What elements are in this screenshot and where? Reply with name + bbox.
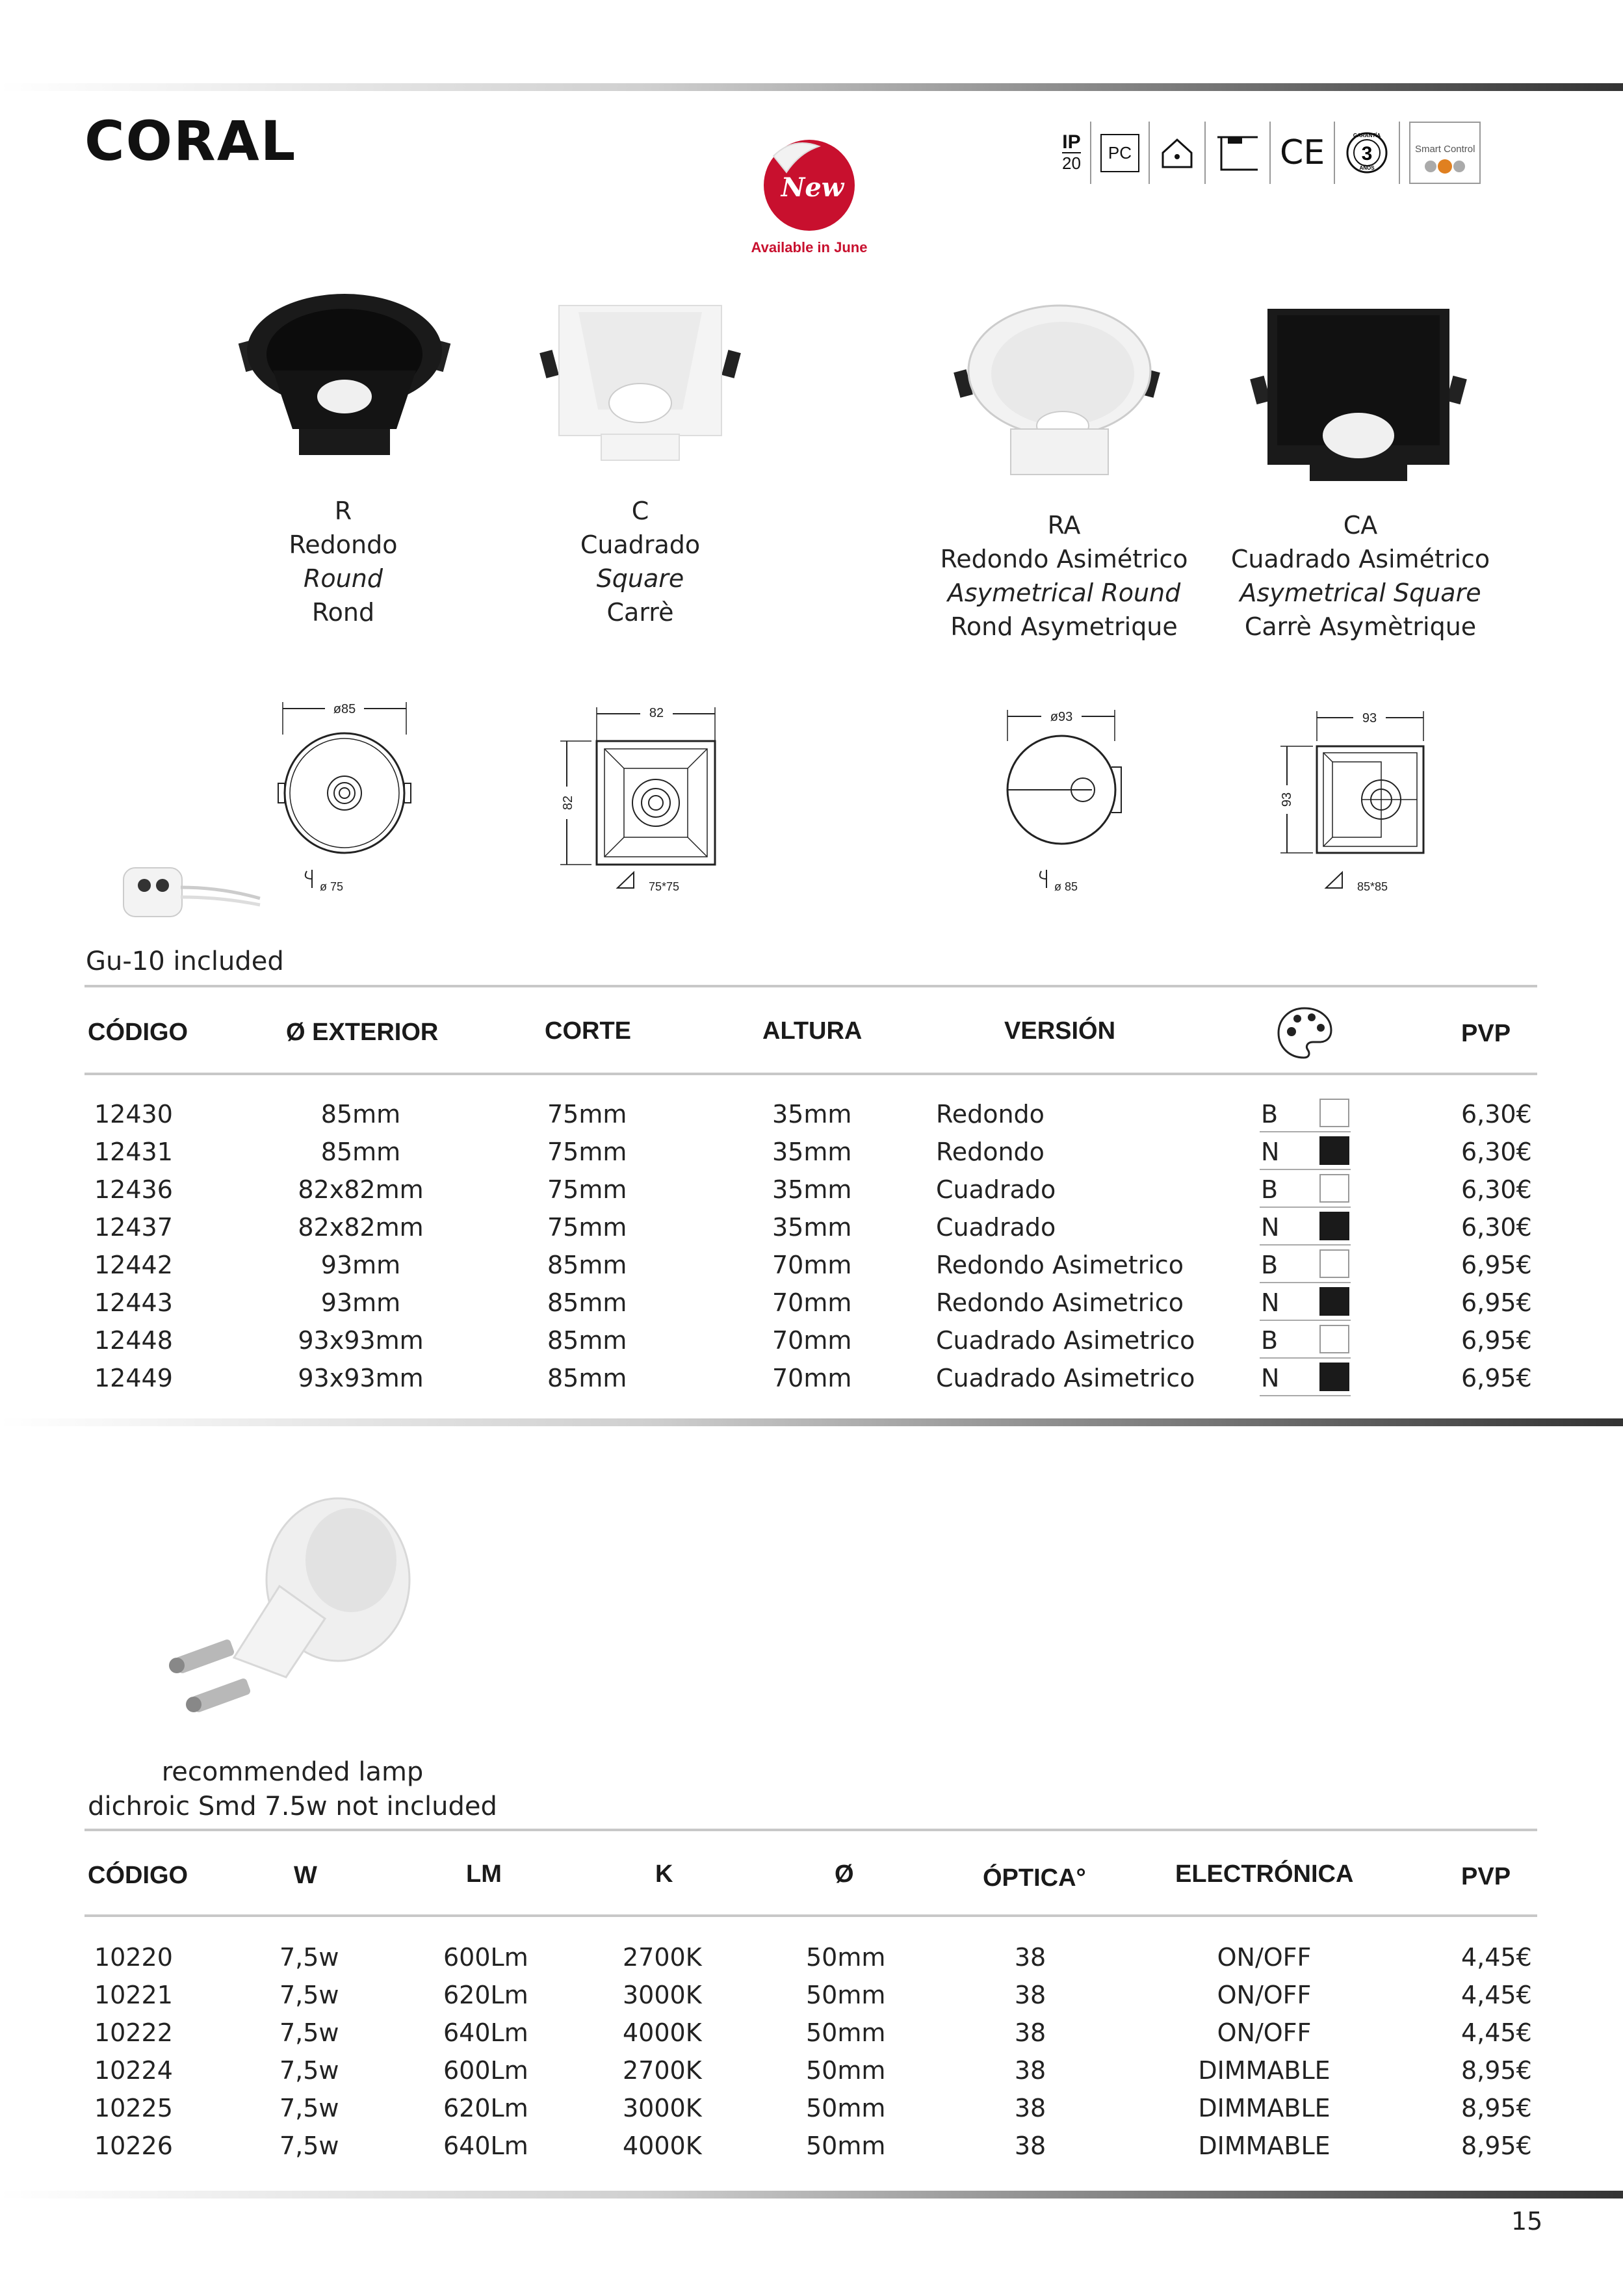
cell-kelvin: 4000K [623,2018,702,2047]
product-name-en: Square [596,564,684,593]
product-name-fr: Rond [311,598,375,627]
cell-lumens: 640Lm [443,2132,528,2160]
cell-price: 4,45€ [1461,1943,1532,1972]
smart-control-icon [1400,122,1490,184]
bottom-divider [0,2191,1623,2198]
color-swatch-white [1319,1325,1349,1353]
cell-code: 12437 [94,1213,173,1242]
swatch-underline [1260,1244,1351,1246]
swatch-underline [1260,1282,1351,1283]
cell-height: 70mm [772,1251,852,1279]
table1-top-rule [84,985,1537,987]
cell-diameter: 50mm [806,1943,886,1972]
cell-code: 10224 [94,2056,173,2085]
table2-top-rule [84,1829,1537,1831]
smart-control-label: Smart Control [1414,144,1475,155]
table-row [0,1940,1623,1978]
table1-header-cut: CORTE [545,1017,631,1045]
product-label-ca [1224,508,1497,644]
product-name-es: Cuadrado [580,530,701,559]
cell-code: 12448 [94,1326,173,1355]
table-row [0,2054,1623,2091]
cell-code: 12436 [94,1175,173,1204]
product-photo-square-white [530,286,751,481]
table2-header-electronics: ELECTRÓNICA [1175,1860,1354,1888]
cell-version: Redondo [936,1100,1045,1128]
ce-label: CE [1280,133,1325,172]
cell-height: 35mm [772,1213,852,1242]
cell-lumens: 640Lm [443,2018,528,2047]
page-number: 15 [1511,2207,1543,2236]
table-row [0,2016,1623,2054]
cell-height: 70mm [772,1364,852,1392]
cell-exterior: 93x93mm [298,1364,424,1392]
table1-header-exterior: Ø EXTERIOR [286,1019,439,1046]
middle-divider [0,1418,1623,1426]
table1-header-height: ALTURA [762,1017,863,1045]
lamp-note-line1: recommended lamp [161,1757,424,1787]
cell-code: 12430 [94,1100,173,1128]
cell-watts: 7,5w [279,2132,339,2160]
cell-watts: 7,5w [279,2094,339,2122]
cell-kelvin: 4000K [623,2132,702,2160]
cell-version: Cuadrado [936,1175,1056,1204]
table-row [0,1286,1623,1324]
cell-electronics: DIMMABLE [1198,2056,1331,2085]
swatch-underline [1260,1131,1351,1132]
cell-lumens: 620Lm [443,2094,528,2122]
table2-header-rule [84,1914,1537,1917]
cell-optic: 38 [1014,2018,1046,2047]
table-row [0,1248,1623,1286]
cell-cut: 75mm [547,1213,627,1242]
cell-version: Redondo Asimetrico [936,1251,1184,1279]
product-name-fr: Rond Asymetrique [950,612,1178,641]
pc-label: PC [1100,134,1139,172]
cell-price: 6,95€ [1461,1326,1532,1355]
color-swatch-white [1319,1249,1349,1278]
cell-code: 10225 [94,2094,173,2122]
table-row [0,1097,1623,1135]
product-code: CA [1343,511,1378,540]
product-name-es: Cuadrado Asimétrico [1230,545,1490,573]
cell-kelvin: 3000K [623,1981,702,2009]
color-swatch-black [1319,1363,1349,1391]
gu10-lamp-photo [156,1495,429,1729]
drawing-side-dim: 82 [561,795,575,811]
cell-height: 35mm [772,1138,852,1166]
product-label-r [207,494,480,629]
cell-kelvin: 3000K [623,2094,702,2122]
product-code: RA [1047,511,1081,540]
cell-color-code: B [1261,1100,1279,1128]
cell-code: 12431 [94,1138,173,1166]
cell-color-code: B [1261,1251,1279,1279]
top-divider [0,83,1623,91]
cell-diameter: 50mm [806,2056,886,2085]
ip-label: IP [1062,131,1081,153]
cell-height: 70mm [772,1288,852,1317]
cell-price: 8,95€ [1461,2056,1532,2085]
cell-height: 35mm [772,1100,852,1128]
pc-material-icon [1091,122,1150,184]
cell-price: 6,95€ [1461,1251,1532,1279]
gu10-note: Gu-10 included [86,946,284,976]
table-row [0,1173,1623,1210]
cell-version: Cuadrado Asimetrico [936,1326,1195,1355]
cell-optic: 38 [1014,2056,1046,2085]
swatch-underline [1260,1395,1351,1396]
cell-code: 12443 [94,1288,173,1317]
drawing-cut-dim: ø 85 [1054,880,1078,893]
product-photo-round-black [234,286,455,481]
table2-body [0,1940,1623,2174]
cell-electronics: DIMMABLE [1198,2094,1331,2122]
cell-watts: 7,5w [279,1943,339,1972]
cell-price: 4,45€ [1461,2018,1532,2047]
cell-exterior: 93mm [320,1251,401,1279]
drawing-cut-dim: 75*75 [649,880,680,893]
ip-value: 20 [1062,153,1081,173]
cell-diameter: 50mm [806,1981,886,2009]
cell-exterior: 93x93mm [298,1326,424,1355]
swatch-underline [1260,1207,1351,1208]
product-name-es: Redondo [289,530,398,559]
color-swatch-black [1319,1212,1349,1240]
cell-version: Cuadrado [936,1213,1056,1242]
lamp-note-line2: dichroic Smd 7.5w not included [88,1792,497,1821]
table-row [0,1210,1623,1248]
cell-cut: 75mm [547,1100,627,1128]
warranty-top-text: GARANTÍA [1353,133,1381,138]
gu10-socket-photo [117,858,266,930]
table1-header-price: PVP [1461,1020,1511,1047]
cell-code: 10221 [94,1981,173,2009]
cell-optic: 38 [1014,1981,1046,2009]
color-swatch-white [1319,1174,1349,1203]
product-photo-asym-square-black [1248,299,1469,494]
cell-version: Cuadrado Asimetrico [936,1364,1195,1392]
table1-header-code: CÓDIGO [88,1019,188,1046]
product-photo-asym-round-white [949,299,1170,494]
lamp-note [84,1755,500,1824]
table2-header-optic: ÓPTICA° [983,1864,1086,1892]
cell-electronics: DIMMABLE [1198,2132,1331,2160]
cell-cut: 75mm [547,1175,627,1204]
drawing-cut-dim: ø 75 [320,880,344,893]
drawing-cut-dim: 85*85 [1357,880,1388,893]
drawing-top-dim: ø85 [333,702,356,716]
certification-strip [1053,117,1490,189]
cell-lumens: 620Lm [443,1981,528,2009]
product-name-en: Asymetrical Round [947,579,1181,607]
cell-price: 6,95€ [1461,1364,1532,1392]
table2-header-kelvin: K [655,1860,673,1888]
table1-body [0,1097,1623,1403]
cell-optic: 38 [1014,1943,1046,1972]
product-name-en: Asymetrical Square [1240,579,1481,607]
cell-diameter: 50mm [806,2018,886,2047]
cell-cut: 85mm [547,1251,627,1279]
table-row [0,2091,1623,2129]
cell-watts: 7,5w [279,2056,339,2085]
cell-code: 10220 [94,1943,173,1972]
cell-electronics: ON/OFF [1217,1943,1312,1972]
product-name-fr: Carrè Asymètrique [1244,612,1477,641]
cell-exterior: 82x82mm [298,1213,424,1242]
cell-code: 12442 [94,1251,173,1279]
warranty-bottom-text: AÑOS [1359,165,1375,171]
cell-code: 10226 [94,2132,173,2160]
cell-cut: 85mm [547,1288,627,1317]
indoor-house-icon [1150,122,1206,184]
cell-diameter: 50mm [806,2132,886,2160]
product-label-ra [928,508,1201,644]
cell-color-code: N [1261,1213,1280,1242]
cell-kelvin: 2700K [623,1943,702,1972]
product-name-en: Round [304,564,383,593]
cell-price: 6,95€ [1461,1288,1532,1317]
cell-version: Redondo Asimetrico [936,1288,1184,1317]
technical-drawing-asym-round [994,702,1150,904]
table-row [0,2129,1623,2167]
color-swatch-black [1319,1287,1349,1316]
table2-header-price: PVP [1461,1863,1511,1890]
product-name-es: Redondo Asimétrico [940,545,1188,573]
table-row [0,1978,1623,2016]
table1-header-rule [84,1073,1537,1075]
cell-electronics: ON/OFF [1217,1981,1312,2009]
cell-color-code: B [1261,1175,1279,1204]
table-row [0,1324,1623,1361]
cell-cut: 75mm [547,1138,627,1166]
cell-exterior: 82x82mm [298,1175,424,1204]
cell-price: 6,30€ [1461,1213,1532,1242]
cell-color-code: N [1261,1138,1280,1166]
cell-exterior: 85mm [320,1138,401,1166]
cell-cut: 85mm [547,1326,627,1355]
drawing-top-dim: 93 [1362,711,1377,725]
table2-header-lumens: LM [466,1860,502,1888]
cell-price: 6,30€ [1461,1175,1532,1204]
technical-drawing-asym-square [1267,702,1436,904]
availability-note: Available in June [751,239,868,255]
cell-lumens: 600Lm [443,1943,528,1972]
recessed-mount-icon [1206,122,1271,184]
ce-mark-icon [1271,122,1335,184]
cell-code: 12449 [94,1364,173,1392]
cell-version: Redondo [936,1138,1045,1166]
warranty-years: 3 [1361,143,1373,164]
cell-cut: 85mm [547,1364,627,1392]
badge-text: New [781,172,844,203]
cell-color-code: N [1261,1364,1280,1392]
product-name-fr: Carrè [606,598,674,627]
drawing-top-dim: 82 [649,706,664,720]
table1-header-version: VERSIÓN [1004,1017,1116,1045]
technical-drawing-round [266,696,422,904]
cell-kelvin: 2700K [623,2056,702,2085]
color-swatch-black [1319,1136,1349,1165]
swatch-underline [1260,1357,1351,1359]
cell-electronics: ON/OFF [1217,2018,1312,2047]
cell-height: 70mm [772,1326,852,1355]
cell-optic: 38 [1014,2094,1046,2122]
table2-header-diameter: Ø [835,1860,854,1888]
table-row [0,1361,1623,1399]
cell-price: 8,95€ [1461,2094,1532,2122]
warranty-icon [1335,122,1400,184]
drawing-top-dim: ø93 [1050,710,1073,724]
product-code: R [334,497,352,525]
cell-optic: 38 [1014,2132,1046,2160]
cell-price: 6,30€ [1461,1138,1532,1166]
table-row [0,1135,1623,1173]
technical-drawing-square [552,696,721,904]
drawing-side-dim: 93 [1280,792,1294,807]
product-code: C [631,497,649,525]
cell-height: 35mm [772,1175,852,1204]
cell-diameter: 50mm [806,2094,886,2122]
cell-code: 10222 [94,2018,173,2047]
color-palette-icon [1275,1004,1334,1063]
cell-color-code: B [1261,1326,1279,1355]
cell-lumens: 600Lm [443,2056,528,2085]
cell-price: 8,95€ [1461,2132,1532,2160]
color-swatch-white [1319,1099,1349,1127]
cell-price: 6,30€ [1461,1100,1532,1128]
cell-watts: 7,5w [279,2018,339,2047]
swatch-underline [1260,1320,1351,1321]
cell-color-code: N [1261,1288,1280,1317]
table2-header-code: CÓDIGO [88,1862,188,1889]
swatch-underline [1260,1169,1351,1170]
cell-watts: 7,5w [279,1981,339,2009]
product-label-c [504,494,777,629]
cell-exterior: 85mm [320,1100,401,1128]
cell-exterior: 93mm [320,1288,401,1317]
page-title: CORAL [84,109,297,173]
ip-rating-icon [1053,122,1091,184]
table2-header-watts: W [294,1862,317,1889]
cell-price: 4,45€ [1461,1981,1532,2009]
